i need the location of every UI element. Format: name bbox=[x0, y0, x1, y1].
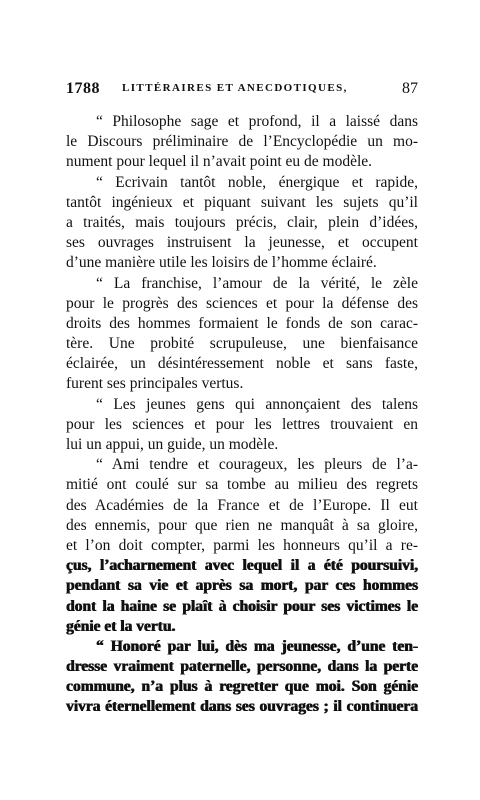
text-line: çus, l’acharnement avec lequel il a été poursuivi, bbox=[66, 557, 418, 575]
text-line: mitié ont coulé sur sa tombe au milieu des regrets bbox=[66, 476, 418, 494]
body-text bbox=[66, 112, 418, 718]
text-line: le Discours préliminaire de l’Encyclopédie un mo- bbox=[66, 133, 418, 151]
text-line: d’une manière utile les loisirs de l’homme éclairé. bbox=[66, 254, 377, 272]
text-line: droits des hommes formaient le fonds de son carac- bbox=[66, 314, 418, 332]
text-line: lui un appui, un guide, un modèle. bbox=[66, 436, 279, 453]
text-line: pendant sa vie et après sa mort, par ces hommes bbox=[66, 577, 418, 595]
text-line: “ Ami tendre et courageux, les pleurs de l’a- bbox=[96, 456, 418, 474]
text-line: pour le progrès des sciences et pour la défense des bbox=[66, 294, 418, 312]
text-line: “ Les jeunes gens qui annonçaient des talens bbox=[96, 395, 418, 413]
text-line: tantôt ingénieux et piquant suivant les sujets qu’il bbox=[66, 193, 418, 211]
text-line: “ La franchise, l’amour de la vérité, le zèle bbox=[96, 274, 418, 292]
running-title: LITTÉRAIRES ET ANECDOTIQUES, bbox=[122, 82, 348, 94]
text-line: “ Honoré par lui, dès ma jeunesse, d’une ten- bbox=[96, 637, 418, 655]
text-line: tère. Une probité scrupuleuse, une bienfaisance bbox=[66, 335, 418, 353]
header-year: 1788 bbox=[66, 80, 100, 97]
text-line: “ Ecrivain tantôt noble, énergique et rapide, bbox=[96, 173, 418, 191]
text-line: nument pour lequel il n’avait point eu de modèle. bbox=[66, 153, 373, 171]
text-line: “ Philosophe sage et profond, il a laissé dans bbox=[96, 113, 418, 130]
text-line: éclairée, un désintéressement noble et sans faste, bbox=[66, 355, 418, 373]
text-line: et l’on doit compter, parmi les honneurs qu’il a re- bbox=[66, 536, 418, 554]
text-line: commune, n’a plus à regretter que moi. Son génie bbox=[66, 678, 418, 696]
text-line: des ennemis, pour que rien ne manquât à sa gloire, bbox=[66, 516, 418, 534]
page-number: 87 bbox=[402, 80, 418, 97]
text-line: génie et la vertu. bbox=[66, 617, 176, 635]
text-line: ses ouvrages instruisent la jeunesse, et occupent bbox=[66, 234, 418, 252]
text-line: dresse vraiment paternelle, personne, dans la perte bbox=[66, 658, 418, 676]
text-line: a traités, mais toujours précis, clair, plein d’idées, bbox=[66, 213, 418, 231]
text-line: dont la haine se plaît à choisir pour ses victimes le bbox=[66, 597, 418, 615]
text-line: vivra éternellement dans ses ouvrages ; il continuera bbox=[66, 698, 418, 716]
text-line: des Académies de la France et de l’Europe. Il eut bbox=[66, 496, 418, 514]
text-line: furent ses principales vertus. bbox=[66, 375, 244, 393]
running-header bbox=[66, 80, 418, 102]
text-line: pour les sciences et pour les lettres trouvaient en bbox=[66, 415, 418, 433]
